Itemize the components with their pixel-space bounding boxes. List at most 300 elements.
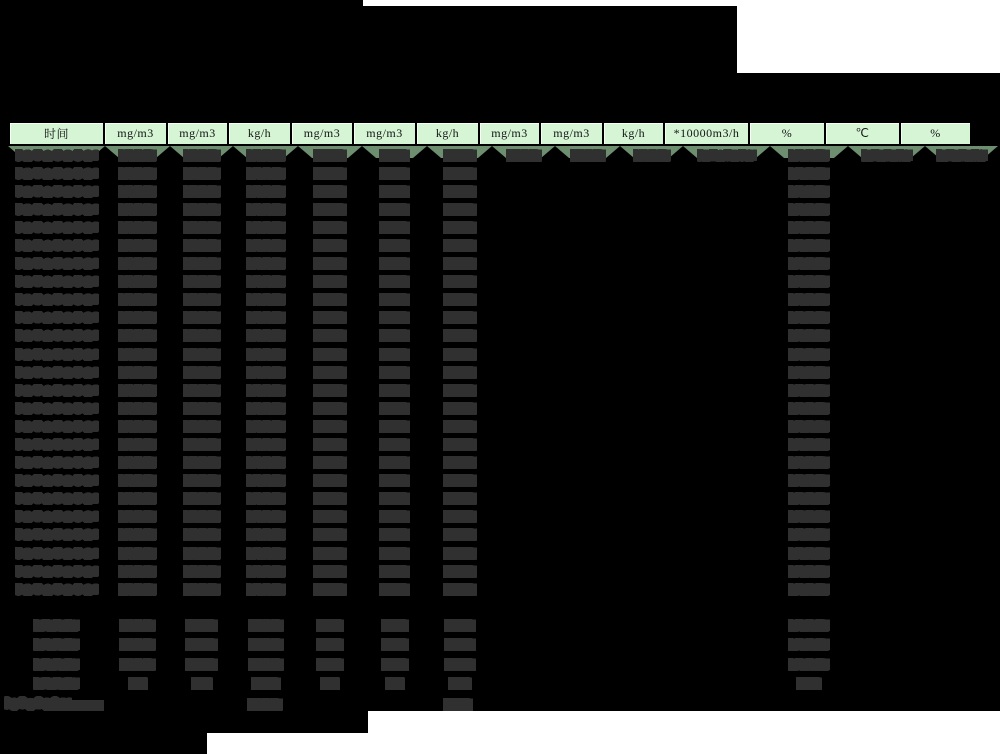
table-cell[interactable]: [105, 363, 170, 381]
table-cell[interactable]: [298, 309, 362, 327]
table-cell[interactable]: [770, 490, 848, 508]
table-cell[interactable]: [770, 381, 848, 399]
table-cell[interactable]: [683, 255, 770, 273]
table-cell[interactable]: [8, 674, 105, 693]
table-cell[interactable]: [427, 273, 492, 291]
header-cell-unit[interactable]: mg/m3: [166, 121, 229, 146]
table-cell[interactable]: [620, 381, 683, 399]
table-cell[interactable]: [427, 164, 492, 182]
table-cell[interactable]: [555, 399, 620, 417]
table-cell[interactable]: [427, 490, 492, 508]
table-cell[interactable]: [170, 454, 233, 472]
table-cell[interactable]: [298, 218, 362, 236]
table-cell[interactable]: [555, 200, 620, 218]
header-cell-unit[interactable]: ℃: [824, 121, 901, 146]
table-cell[interactable]: [555, 490, 620, 508]
table-cell[interactable]: [170, 309, 233, 327]
table-cell[interactable]: [925, 164, 998, 182]
table-cell[interactable]: [620, 363, 683, 381]
table-cell[interactable]: [170, 544, 233, 562]
table-cell[interactable]: [233, 291, 298, 309]
table-cell[interactable]: [362, 255, 427, 273]
table-cell[interactable]: [8, 490, 105, 508]
table-cell[interactable]: [362, 617, 427, 636]
table-cell[interactable]: [848, 472, 925, 490]
table-cell[interactable]: [105, 309, 170, 327]
table-cell[interactable]: [848, 146, 925, 164]
table-cell[interactable]: [925, 327, 998, 345]
table-cell[interactable]: [170, 218, 233, 236]
table-cell[interactable]: [492, 236, 555, 254]
table-cell[interactable]: [620, 436, 683, 454]
table-cell[interactable]: [848, 580, 925, 598]
table-cell[interactable]: [848, 164, 925, 182]
table-cell[interactable]: [170, 655, 233, 674]
table-cell[interactable]: [8, 417, 105, 435]
table-cell[interactable]: [683, 363, 770, 381]
table-cell[interactable]: [298, 472, 362, 490]
header-cell-unit[interactable]: mg/m3: [352, 121, 417, 146]
table-cell[interactable]: [427, 291, 492, 309]
table-cell[interactable]: [848, 562, 925, 580]
table-cell[interactable]: [105, 508, 170, 526]
table-cell[interactable]: [298, 544, 362, 562]
table-cell[interactable]: [770, 164, 848, 182]
table-cell[interactable]: [683, 200, 770, 218]
table-cell[interactable]: [427, 309, 492, 327]
table-cell[interactable]: [683, 508, 770, 526]
table-cell[interactable]: [233, 562, 298, 580]
table-cell[interactable]: [105, 417, 170, 435]
table-cell[interactable]: [848, 399, 925, 417]
table-cell[interactable]: [427, 508, 492, 526]
table-cell[interactable]: [233, 580, 298, 598]
table-cell[interactable]: [620, 345, 683, 363]
table-cell[interactable]: [683, 544, 770, 562]
table-cell[interactable]: [848, 454, 925, 472]
table-cell[interactable]: [233, 674, 298, 693]
table-cell[interactable]: [105, 182, 170, 200]
table-cell[interactable]: [492, 273, 555, 291]
table-cell[interactable]: [427, 544, 492, 562]
table-cell[interactable]: [298, 508, 362, 526]
table-cell[interactable]: [362, 146, 427, 164]
table-cell[interactable]: [362, 454, 427, 472]
table-cell[interactable]: [233, 526, 298, 544]
table-cell[interactable]: [555, 182, 620, 200]
table-cell[interactable]: [105, 490, 170, 508]
table-cell[interactable]: [770, 291, 848, 309]
table-cell[interactable]: [620, 164, 683, 182]
table-cell[interactable]: [683, 472, 770, 490]
table-cell[interactable]: [492, 182, 555, 200]
table-cell[interactable]: [683, 146, 770, 164]
table-cell[interactable]: [298, 636, 362, 655]
table-cell[interactable]: [298, 674, 362, 693]
table-cell[interactable]: [362, 363, 427, 381]
table-cell[interactable]: [8, 544, 105, 562]
table-cell[interactable]: [555, 236, 620, 254]
table-cell[interactable]: [848, 655, 925, 674]
table-cell[interactable]: [427, 580, 492, 598]
table-cell[interactable]: [925, 472, 998, 490]
table-cell[interactable]: [170, 273, 233, 291]
table-cell[interactable]: [427, 381, 492, 399]
table-cell[interactable]: [683, 674, 770, 693]
table-cell[interactable]: [620, 580, 683, 598]
table-cell[interactable]: [170, 399, 233, 417]
table-cell[interactable]: [233, 164, 298, 182]
table-cell[interactable]: [362, 436, 427, 454]
table-cell[interactable]: [8, 182, 105, 200]
table-cell[interactable]: [427, 200, 492, 218]
table-cell[interactable]: [925, 562, 998, 580]
table-cell[interactable]: [492, 636, 555, 655]
table-cell[interactable]: [925, 291, 998, 309]
table-cell[interactable]: [8, 454, 105, 472]
table-cell[interactable]: [170, 255, 233, 273]
table-cell[interactable]: [233, 255, 298, 273]
table-cell[interactable]: [362, 655, 427, 674]
table-cell[interactable]: [770, 345, 848, 363]
table-cell[interactable]: [925, 255, 998, 273]
table-cell[interactable]: [298, 454, 362, 472]
table-cell[interactable]: [298, 236, 362, 254]
header-cell-unit[interactable]: %: [899, 121, 972, 146]
table-cell[interactable]: [233, 327, 298, 345]
table-cell[interactable]: [427, 436, 492, 454]
table-cell[interactable]: [770, 236, 848, 254]
table-cell[interactable]: [362, 472, 427, 490]
table-cell[interactable]: [233, 182, 298, 200]
table-cell[interactable]: [427, 236, 492, 254]
table-cell[interactable]: [362, 417, 427, 435]
table-cell[interactable]: [427, 182, 492, 200]
table-cell[interactable]: [8, 309, 105, 327]
table-cell[interactable]: [170, 291, 233, 309]
table-cell[interactable]: [105, 200, 170, 218]
table-cell[interactable]: [492, 146, 555, 164]
table-cell[interactable]: [848, 218, 925, 236]
table-cell[interactable]: [492, 436, 555, 454]
table-cell[interactable]: [8, 273, 105, 291]
table-cell[interactable]: [555, 255, 620, 273]
table-cell[interactable]: [427, 363, 492, 381]
table-cell[interactable]: [105, 327, 170, 345]
table-cell[interactable]: [8, 526, 105, 544]
table-cell[interactable]: [620, 218, 683, 236]
table-cell[interactable]: [555, 363, 620, 381]
table-cell[interactable]: [848, 345, 925, 363]
table-cell[interactable]: [770, 674, 848, 693]
table-cell[interactable]: [8, 255, 105, 273]
table-cell[interactable]: [925, 345, 998, 363]
table-cell[interactable]: [8, 236, 105, 254]
table-cell[interactable]: [233, 146, 298, 164]
table-cell[interactable]: [492, 544, 555, 562]
table-cell[interactable]: [233, 544, 298, 562]
table-cell[interactable]: [925, 655, 998, 674]
table-cell[interactable]: [170, 526, 233, 544]
table-cell[interactable]: [362, 345, 427, 363]
table-cell[interactable]: [105, 436, 170, 454]
table-cell[interactable]: [492, 345, 555, 363]
table-cell[interactable]: [492, 218, 555, 236]
table-cell[interactable]: [298, 655, 362, 674]
table-cell[interactable]: [620, 544, 683, 562]
table-cell[interactable]: [555, 381, 620, 399]
table-cell[interactable]: [770, 182, 848, 200]
table-cell[interactable]: [298, 436, 362, 454]
table-cell[interactable]: [298, 617, 362, 636]
table-cell[interactable]: [848, 490, 925, 508]
table-cell[interactable]: [770, 508, 848, 526]
table-cell[interactable]: [492, 363, 555, 381]
table-cell[interactable]: [555, 291, 620, 309]
table-cell[interactable]: [770, 146, 848, 164]
table-cell[interactable]: [925, 236, 998, 254]
table-cell[interactable]: [848, 636, 925, 655]
table-cell[interactable]: [620, 255, 683, 273]
table-cell[interactable]: [105, 655, 170, 674]
table-cell[interactable]: [233, 381, 298, 399]
table-cell[interactable]: [683, 291, 770, 309]
table-cell[interactable]: [170, 562, 233, 580]
table-cell[interactable]: [620, 526, 683, 544]
table-cell[interactable]: [620, 508, 683, 526]
table-cell[interactable]: [170, 580, 233, 598]
table-cell[interactable]: [8, 436, 105, 454]
table-cell[interactable]: [105, 273, 170, 291]
table-cell[interactable]: [427, 636, 492, 655]
table-cell[interactable]: [105, 218, 170, 236]
table-cell[interactable]: [492, 562, 555, 580]
table-cell[interactable]: [233, 490, 298, 508]
table-cell[interactable]: [683, 309, 770, 327]
table-cell[interactable]: [492, 655, 555, 674]
table-cell[interactable]: [298, 255, 362, 273]
table-cell[interactable]: [427, 255, 492, 273]
table-cell[interactable]: [848, 182, 925, 200]
table-cell[interactable]: [683, 636, 770, 655]
table-cell[interactable]: [555, 655, 620, 674]
table-cell[interactable]: [620, 472, 683, 490]
table-cell[interactable]: [848, 327, 925, 345]
table-cell[interactable]: [170, 508, 233, 526]
table-cell[interactable]: [362, 200, 427, 218]
table-cell[interactable]: [770, 544, 848, 562]
table-cell[interactable]: [555, 454, 620, 472]
table-cell[interactable]: [848, 674, 925, 693]
table-cell[interactable]: [620, 309, 683, 327]
table-cell[interactable]: [925, 544, 998, 562]
table-cell[interactable]: [683, 164, 770, 182]
header-cell-unit[interactable]: mg/m3: [478, 121, 541, 146]
table-cell[interactable]: [555, 436, 620, 454]
table-cell[interactable]: [105, 399, 170, 417]
table-cell[interactable]: [555, 617, 620, 636]
table-cell[interactable]: [105, 580, 170, 598]
table-cell[interactable]: [620, 636, 683, 655]
table-cell[interactable]: [8, 345, 105, 363]
table-cell[interactable]: [848, 381, 925, 399]
table-cell[interactable]: [233, 236, 298, 254]
table-cell[interactable]: [555, 309, 620, 327]
table-cell[interactable]: [105, 636, 170, 655]
table-cell[interactable]: [298, 345, 362, 363]
table-cell[interactable]: [925, 617, 998, 636]
table-cell[interactable]: [555, 345, 620, 363]
table-cell[interactable]: [925, 526, 998, 544]
table-cell[interactable]: [620, 562, 683, 580]
table-cell[interactable]: [427, 345, 492, 363]
table-cell[interactable]: [105, 381, 170, 399]
table-cell[interactable]: [848, 363, 925, 381]
table-cell[interactable]: [105, 526, 170, 544]
table-cell[interactable]: [848, 508, 925, 526]
table-cell[interactable]: [362, 526, 427, 544]
table-cell[interactable]: [105, 562, 170, 580]
table-cell[interactable]: [492, 255, 555, 273]
table-cell[interactable]: [233, 363, 298, 381]
table-cell[interactable]: [620, 674, 683, 693]
table-cell[interactable]: [8, 218, 105, 236]
header-cell-unit[interactable]: %: [748, 121, 826, 146]
table-cell[interactable]: [925, 674, 998, 693]
table-cell[interactable]: [770, 580, 848, 598]
table-cell[interactable]: [770, 655, 848, 674]
table-cell[interactable]: [8, 291, 105, 309]
table-cell[interactable]: [427, 417, 492, 435]
table-cell[interactable]: [620, 200, 683, 218]
table-cell[interactable]: [492, 508, 555, 526]
table-cell[interactable]: [770, 562, 848, 580]
table-cell[interactable]: [8, 363, 105, 381]
table-cell[interactable]: [170, 146, 233, 164]
table-cell[interactable]: [170, 363, 233, 381]
table-cell[interactable]: [555, 417, 620, 435]
table-cell[interactable]: [298, 327, 362, 345]
table-cell[interactable]: [925, 454, 998, 472]
header-cell-unit[interactable]: 时间: [8, 121, 105, 146]
table-cell[interactable]: [298, 291, 362, 309]
table-cell[interactable]: [170, 200, 233, 218]
header-cell-unit[interactable]: mg/m3: [539, 121, 604, 146]
table-cell[interactable]: [362, 327, 427, 345]
table-cell[interactable]: [925, 490, 998, 508]
table-cell[interactable]: [362, 508, 427, 526]
table-cell[interactable]: [620, 327, 683, 345]
table-cell[interactable]: [683, 617, 770, 636]
table-cell[interactable]: [925, 417, 998, 435]
table-cell[interactable]: [770, 399, 848, 417]
table-cell[interactable]: [492, 580, 555, 598]
table-cell[interactable]: [770, 454, 848, 472]
table-cell[interactable]: [362, 236, 427, 254]
table-cell[interactable]: [8, 164, 105, 182]
table-cell[interactable]: [427, 617, 492, 636]
table-cell[interactable]: [492, 327, 555, 345]
table-cell[interactable]: [770, 436, 848, 454]
table-cell[interactable]: [170, 182, 233, 200]
table-cell[interactable]: [925, 146, 998, 164]
header-cell-unit[interactable]: kg/h: [602, 121, 665, 146]
table-cell[interactable]: [362, 562, 427, 580]
table-cell[interactable]: [770, 617, 848, 636]
table-cell[interactable]: [770, 309, 848, 327]
table-cell[interactable]: [770, 327, 848, 345]
table-cell[interactable]: [298, 146, 362, 164]
table-cell[interactable]: [770, 200, 848, 218]
table-cell[interactable]: [427, 674, 492, 693]
table-cell[interactable]: [362, 291, 427, 309]
table-cell[interactable]: [233, 508, 298, 526]
table-cell[interactable]: [683, 327, 770, 345]
table-cell[interactable]: [8, 562, 105, 580]
table-cell[interactable]: [848, 291, 925, 309]
table-cell[interactable]: [362, 381, 427, 399]
table-cell[interactable]: [925, 636, 998, 655]
table-cell[interactable]: [770, 472, 848, 490]
table-cell[interactable]: [298, 490, 362, 508]
table-cell[interactable]: [8, 617, 105, 636]
table-cell[interactable]: [8, 146, 105, 164]
table-cell[interactable]: [848, 544, 925, 562]
table-cell[interactable]: [848, 255, 925, 273]
table-cell[interactable]: [8, 472, 105, 490]
table-cell[interactable]: [8, 580, 105, 598]
table-cell[interactable]: [8, 508, 105, 526]
table-cell[interactable]: [492, 417, 555, 435]
table-cell[interactable]: [105, 544, 170, 562]
table-cell[interactable]: [770, 218, 848, 236]
table-cell[interactable]: [233, 454, 298, 472]
table-cell[interactable]: [683, 236, 770, 254]
table-cell[interactable]: [555, 580, 620, 598]
table-cell[interactable]: [8, 381, 105, 399]
table-cell[interactable]: [848, 417, 925, 435]
table-cell[interactable]: [683, 182, 770, 200]
table-cell[interactable]: [683, 580, 770, 598]
table-cell[interactable]: [770, 636, 848, 655]
table-cell[interactable]: [492, 617, 555, 636]
table-cell[interactable]: [555, 562, 620, 580]
table-cell[interactable]: [925, 309, 998, 327]
table-cell[interactable]: [233, 436, 298, 454]
table-cell[interactable]: [8, 655, 105, 674]
header-cell-unit[interactable]: kg/h: [415, 121, 480, 146]
table-cell[interactable]: [925, 508, 998, 526]
table-cell[interactable]: [298, 381, 362, 399]
table-cell[interactable]: [925, 218, 998, 236]
table-cell[interactable]: [298, 417, 362, 435]
table-cell[interactable]: [298, 399, 362, 417]
table-cell[interactable]: [555, 273, 620, 291]
table-cell[interactable]: [362, 580, 427, 598]
table-cell[interactable]: [620, 399, 683, 417]
table-cell[interactable]: [770, 273, 848, 291]
table-cell[interactable]: [620, 182, 683, 200]
table-cell[interactable]: [620, 146, 683, 164]
table-cell[interactable]: [925, 436, 998, 454]
table-cell[interactable]: [233, 273, 298, 291]
table-cell[interactable]: [620, 617, 683, 636]
table-cell[interactable]: [427, 472, 492, 490]
table-cell[interactable]: [170, 617, 233, 636]
table-cell[interactable]: [770, 363, 848, 381]
table-cell[interactable]: [683, 655, 770, 674]
table-cell[interactable]: [233, 200, 298, 218]
